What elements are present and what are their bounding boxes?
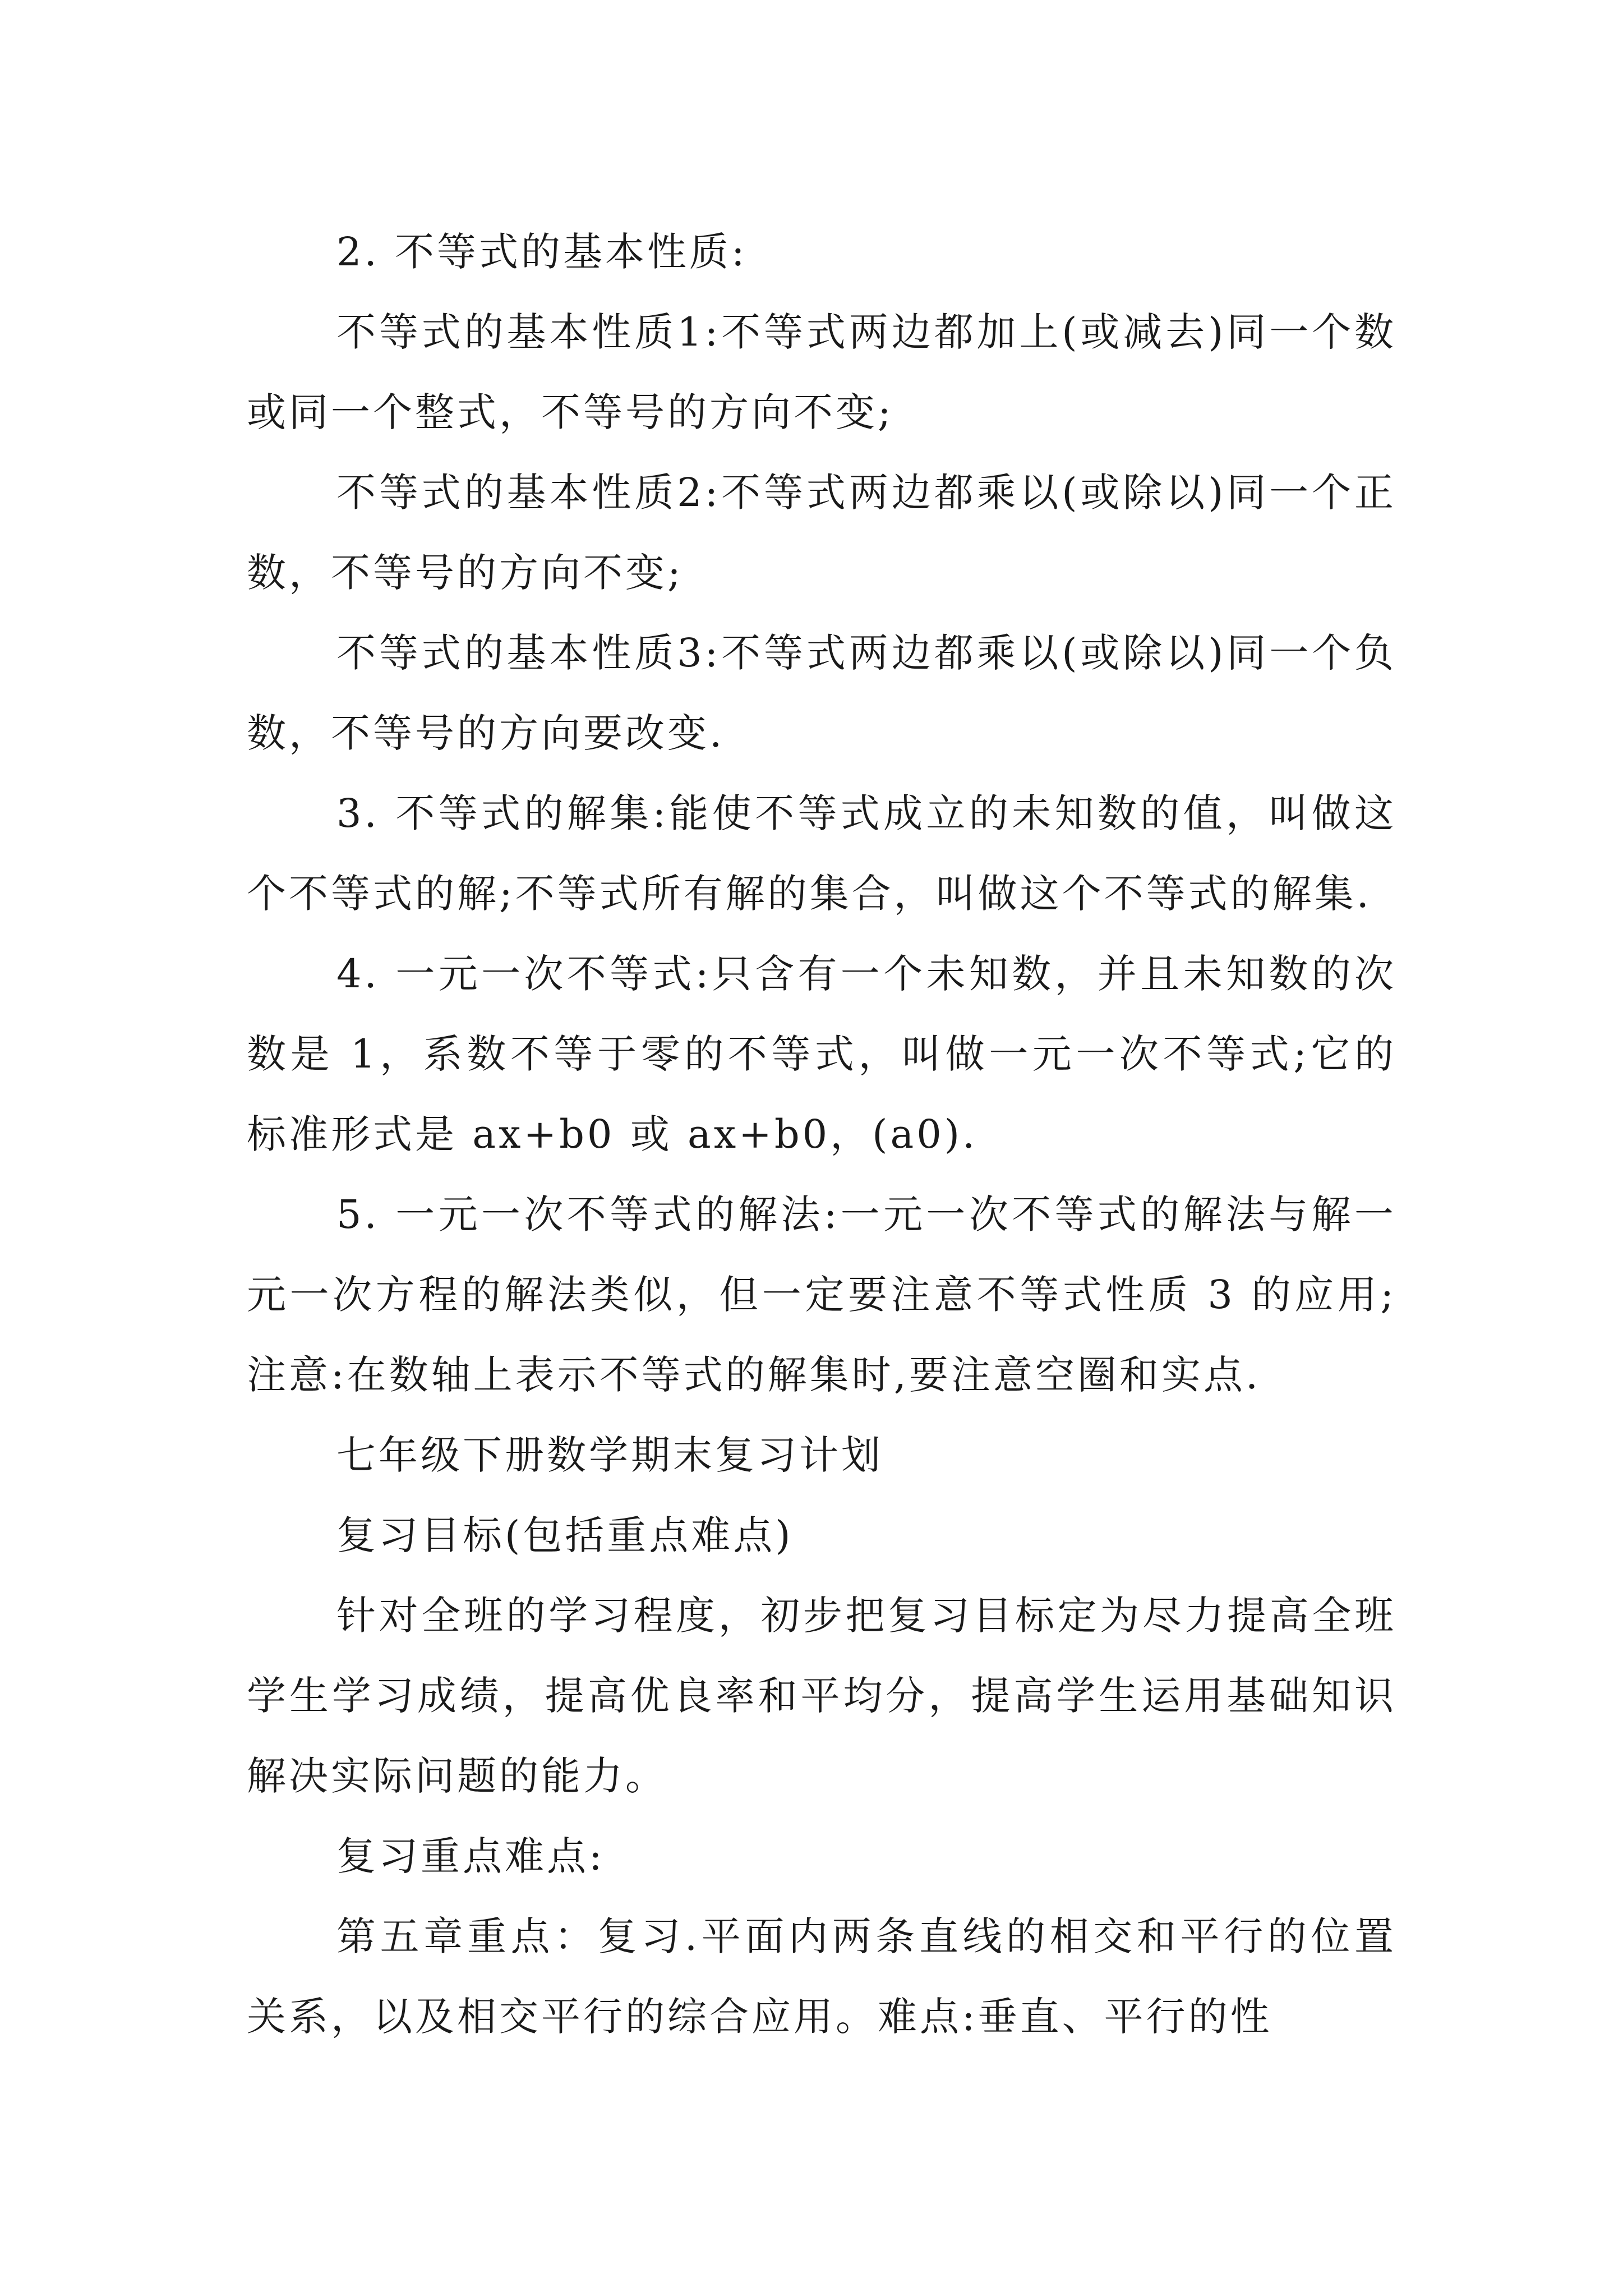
paragraph-solution-set: 3. 不等式的解集:能使不等式成立的未知数的值，叫做这个不等式的解;不等式所有解的集合，叫做这个不等式的解集. bbox=[247, 790, 1396, 917]
paragraph-review-plan-title: 七年级下册数学期末复习计划 bbox=[336, 1432, 883, 1478]
document-body bbox=[247, 212, 1396, 2057]
paragraph-linear-inequality: 4. 一元一次不等式:只含有一个未知数，并且未知数的次数是 1，系数不等于零的不等式，叫做一元一次不等式;它的标准形式是 ax+b0 或 ax+b0，(a0). bbox=[247, 951, 1396, 1157]
paragraph-property-3: 不等式的基本性质3:不等式两边都乘以(或除以)同一个负数，不等号的方向要改变. bbox=[247, 630, 1396, 756]
paragraph-review-goals: 针对全班的学习程度，初步把复习目标定为尽力提高全班学生学习成绩，提高优良率和平均分，提高学生运用基础知识解决实际问题的能力。 bbox=[247, 1593, 1396, 1799]
paragraph-solving-method: 5. 一元一次不等式的解法:一元一次不等式的解法与解一元一次方程的解法类似，但一定要注意不等式性质 3 的应用;注意:在数轴上表示不等式的解集时,要注意空圈和实点. bbox=[247, 1191, 1396, 1398]
paragraph-inequality-properties-heading: 2. 不等式的基本性质: bbox=[336, 229, 748, 275]
paragraph-chapter-five: 第五章重点：复习.平面内两条直线的相交和平行的位置关系，以及相交平行的综合应用。难点:垂直、平行的性 bbox=[247, 1913, 1396, 2040]
paragraph-property-2: 不等式的基本性质2:不等式两边都乘以(或除以)同一个正数，不等号的方向不变; bbox=[247, 470, 1396, 596]
paragraph-review-goals-heading: 复习目标(包括重点难点) bbox=[336, 1512, 794, 1558]
paragraph-key-points-heading: 复习重点难点: bbox=[336, 1833, 605, 1879]
paragraph-property-1: 不等式的基本性质1:不等式两边都加上(或减去)同一个数或同一个整式，不等号的方向不变; bbox=[247, 309, 1396, 435]
